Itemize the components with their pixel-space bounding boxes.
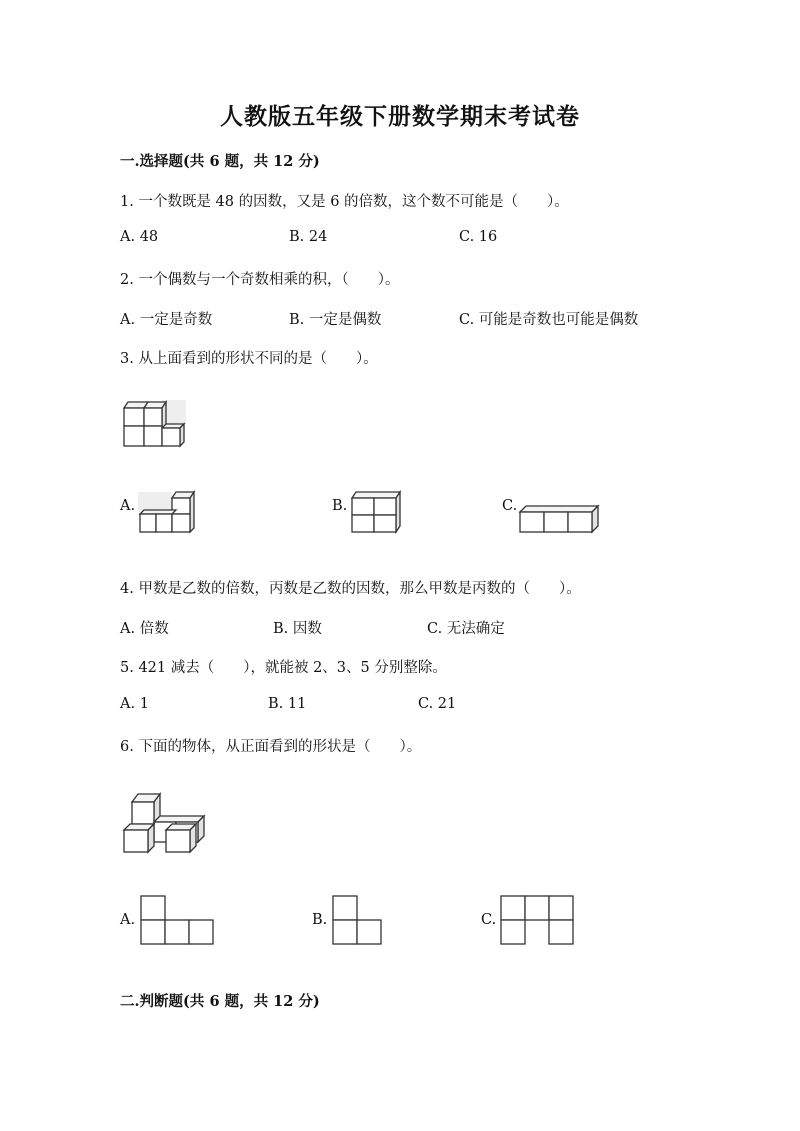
question-4-option-b[interactable]: B. 因数: [273, 621, 322, 637]
question-4-option-c[interactable]: C. 无法确定: [427, 621, 505, 637]
question-6-cube-figure: [120, 790, 206, 854]
question-3-stem: 3. 从上面看到的形状不同的是（ ）。: [120, 351, 378, 367]
question-5-stem: 5. 421 减去（ ），就能被 2、3、5 分别整除。: [120, 660, 447, 676]
question-6-option-c[interactable]: C.: [481, 912, 497, 928]
question-6-option-c-figure: [500, 895, 576, 947]
question-6-option-b-figure: [332, 895, 384, 947]
question-3-option-b[interactable]: B.: [332, 498, 348, 514]
question-1-option-a[interactable]: A. 48: [120, 229, 159, 245]
question-5-option-c[interactable]: C. 21: [418, 696, 457, 712]
question-3-option-a-figure: [136, 490, 198, 534]
question-2-option-c[interactable]: C. 可能是奇数也可能是偶数: [459, 312, 639, 328]
question-3-option-c[interactable]: C.: [502, 498, 518, 514]
page-title: 人教版五年级下册数学期末考试卷: [220, 103, 580, 130]
question-2-stem: 2. 一个偶数与一个奇数相乘的积，（ ）。: [120, 272, 400, 288]
question-2-option-a[interactable]: A. 一定是奇数: [120, 312, 213, 328]
question-6-option-a[interactable]: A.: [120, 912, 136, 928]
question-1-stem: 1. 一个数既是 48 的因数，又是 6 的倍数，这个数不可能是（ ）。: [120, 194, 569, 210]
question-3-option-b-figure: [348, 490, 404, 534]
section-heading-multiple-choice: 一.选择题(共 6 题，共 12 分): [120, 153, 320, 170]
section-heading-true-false: 二.判断题(共 6 题，共 12 分): [120, 993, 320, 1010]
question-2-option-b[interactable]: B. 一定是偶数: [289, 312, 382, 328]
question-3-option-a[interactable]: A.: [120, 498, 136, 514]
question-1-option-c[interactable]: C. 16: [459, 229, 498, 245]
question-6-stem: 6. 下面的物体，从正面看到的形状是（ ）。: [120, 739, 422, 755]
question-4-stem: 4. 甲数是乙数的倍数，丙数是乙数的因数，那么甲数是丙数的（ ）。: [120, 581, 581, 597]
question-5-option-a[interactable]: A. 1: [120, 696, 149, 712]
question-3-option-c-figure: [516, 502, 600, 534]
question-3-cube-figure: [118, 398, 190, 450]
question-5-option-b[interactable]: B. 11: [268, 696, 307, 712]
question-6-option-a-figure: [140, 895, 216, 947]
question-4-option-a[interactable]: A. 倍数: [120, 621, 169, 637]
question-1-option-b[interactable]: B. 24: [289, 229, 328, 245]
question-6-option-b[interactable]: B.: [312, 912, 328, 928]
